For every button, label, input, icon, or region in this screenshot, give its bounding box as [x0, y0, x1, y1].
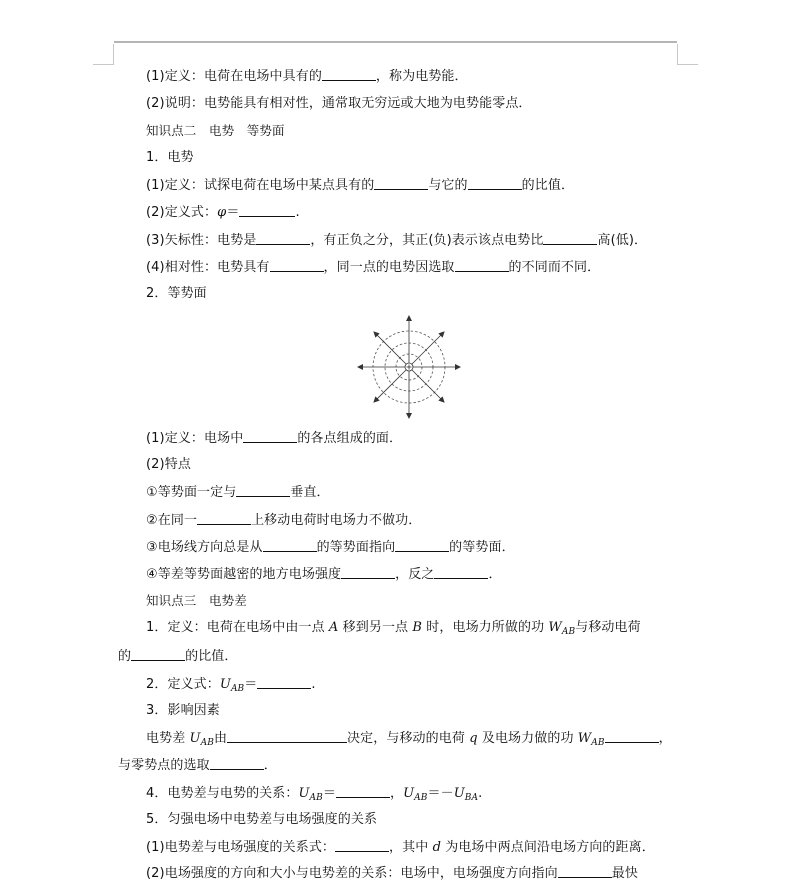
section-heading-3: 知识点三 电势差 — [146, 593, 247, 608]
point-charge-equipotential-diagram — [354, 312, 464, 422]
subheading-potential: 1．电势 — [146, 150, 194, 165]
fill-blank — [558, 864, 612, 878]
fill-blank — [455, 258, 509, 272]
fill-blank — [543, 231, 597, 245]
line-feature-2: ②在同一 上移动电荷时电场力不做功． — [146, 513, 422, 528]
line-difference-definition-cont: 的 的比值． — [118, 649, 238, 664]
line-feature-1: ①等势面一定与 垂直． — [146, 485, 330, 500]
fill-blank — [210, 756, 264, 770]
line-uniform-field-direction: (2)电场强度的方向和大小与电势差的关系：电场中，电场强度方向指向 最快 — [146, 866, 638, 881]
line-difference-definition: 1．定义：电荷在电场中由一点 A 移到另一点 B 时，电场力所做的功 $W_{AB}$与移动电荷 — [146, 620, 641, 637]
line-features-heading: (2)特点 — [146, 457, 191, 472]
line-factors-heading: 3．影响因素 — [146, 703, 220, 718]
line-uniform-field-heading: 5．匀强电场中电势差与电场强度的关系 — [146, 812, 378, 827]
header-rule — [114, 41, 677, 43]
fill-blank — [341, 565, 395, 579]
fill-blank — [197, 511, 251, 525]
fill-blank — [236, 483, 290, 497]
line-uniform-field-relation: (1)电势差与电场强度的关系式： ，其中 d 为电场中两点间沿电场方向的距离． — [146, 840, 655, 855]
fill-blank — [434, 565, 488, 579]
line-difference-formula: 2．定义式：$U_{AB}=$ . — [146, 677, 316, 694]
line-factors: 电势差 $U_{AB}$由 决定，与移动的电荷 q 及电场力做的功 $W_{AB}$ ， — [146, 731, 672, 748]
section-heading-2: 知识点二 电势 等势面 — [146, 123, 285, 138]
line-factors-cont: 与零势点的选取 ． — [118, 758, 277, 773]
fill-blank — [270, 258, 324, 272]
line-equipotential-definition: (1)定义：电场中 的各点组成的面． — [146, 431, 403, 446]
fill-blank — [336, 784, 390, 798]
fill-blank — [256, 231, 310, 245]
fill-blank — [395, 538, 449, 552]
fill-blank — [227, 729, 347, 743]
fill-blank — [263, 538, 317, 552]
line-feature-3: ③电场线方向总是从 的等势面指向 的等势面． — [146, 540, 515, 555]
fill-blank — [239, 203, 295, 217]
fill-blank — [131, 647, 185, 661]
line-difference-potential-relation: 4．电势差与电势的关系：$U_{AB}=$ ，$U_{AB}=-U_{BA}$. — [146, 786, 483, 803]
subheading-equipotential: 2．等势面 — [146, 286, 207, 301]
line-energy-definition: (1)定义：电荷在电场中具有的 ，称为电势能． — [146, 69, 468, 84]
fill-blank — [243, 429, 297, 443]
line-potential-definition: (1)定义：试探电荷在电场中某点具有的 与它的 的比值． — [146, 178, 575, 193]
line-feature-4: ④等差等势面越密的地方电场强度 ，反之 ． — [146, 567, 502, 582]
fill-blank — [335, 838, 389, 852]
line-potential-relativity: (4)相对性：电势具有 ，同一点的电势因选取 的不同而不同． — [146, 260, 601, 275]
line-potential-scalar: (3)矢标性：电势是 ，有正负之分，其正(负)表示该点电势比 高(低)． — [146, 233, 648, 248]
fill-blank — [257, 675, 311, 689]
fill-blank — [605, 729, 659, 743]
fill-blank — [374, 176, 428, 190]
fill-blank — [468, 176, 522, 190]
line-energy-note: (2)说明：电势能具有相对性，通常取无穷远或大地为电势能零点． — [146, 96, 532, 111]
crop-mark-right — [677, 44, 698, 65]
point-charge-icon — [405, 363, 413, 371]
fill-blank — [322, 67, 376, 81]
crop-mark-left — [93, 44, 114, 65]
line-potential-formula: (2)定义式：φ＝ . — [146, 205, 300, 220]
